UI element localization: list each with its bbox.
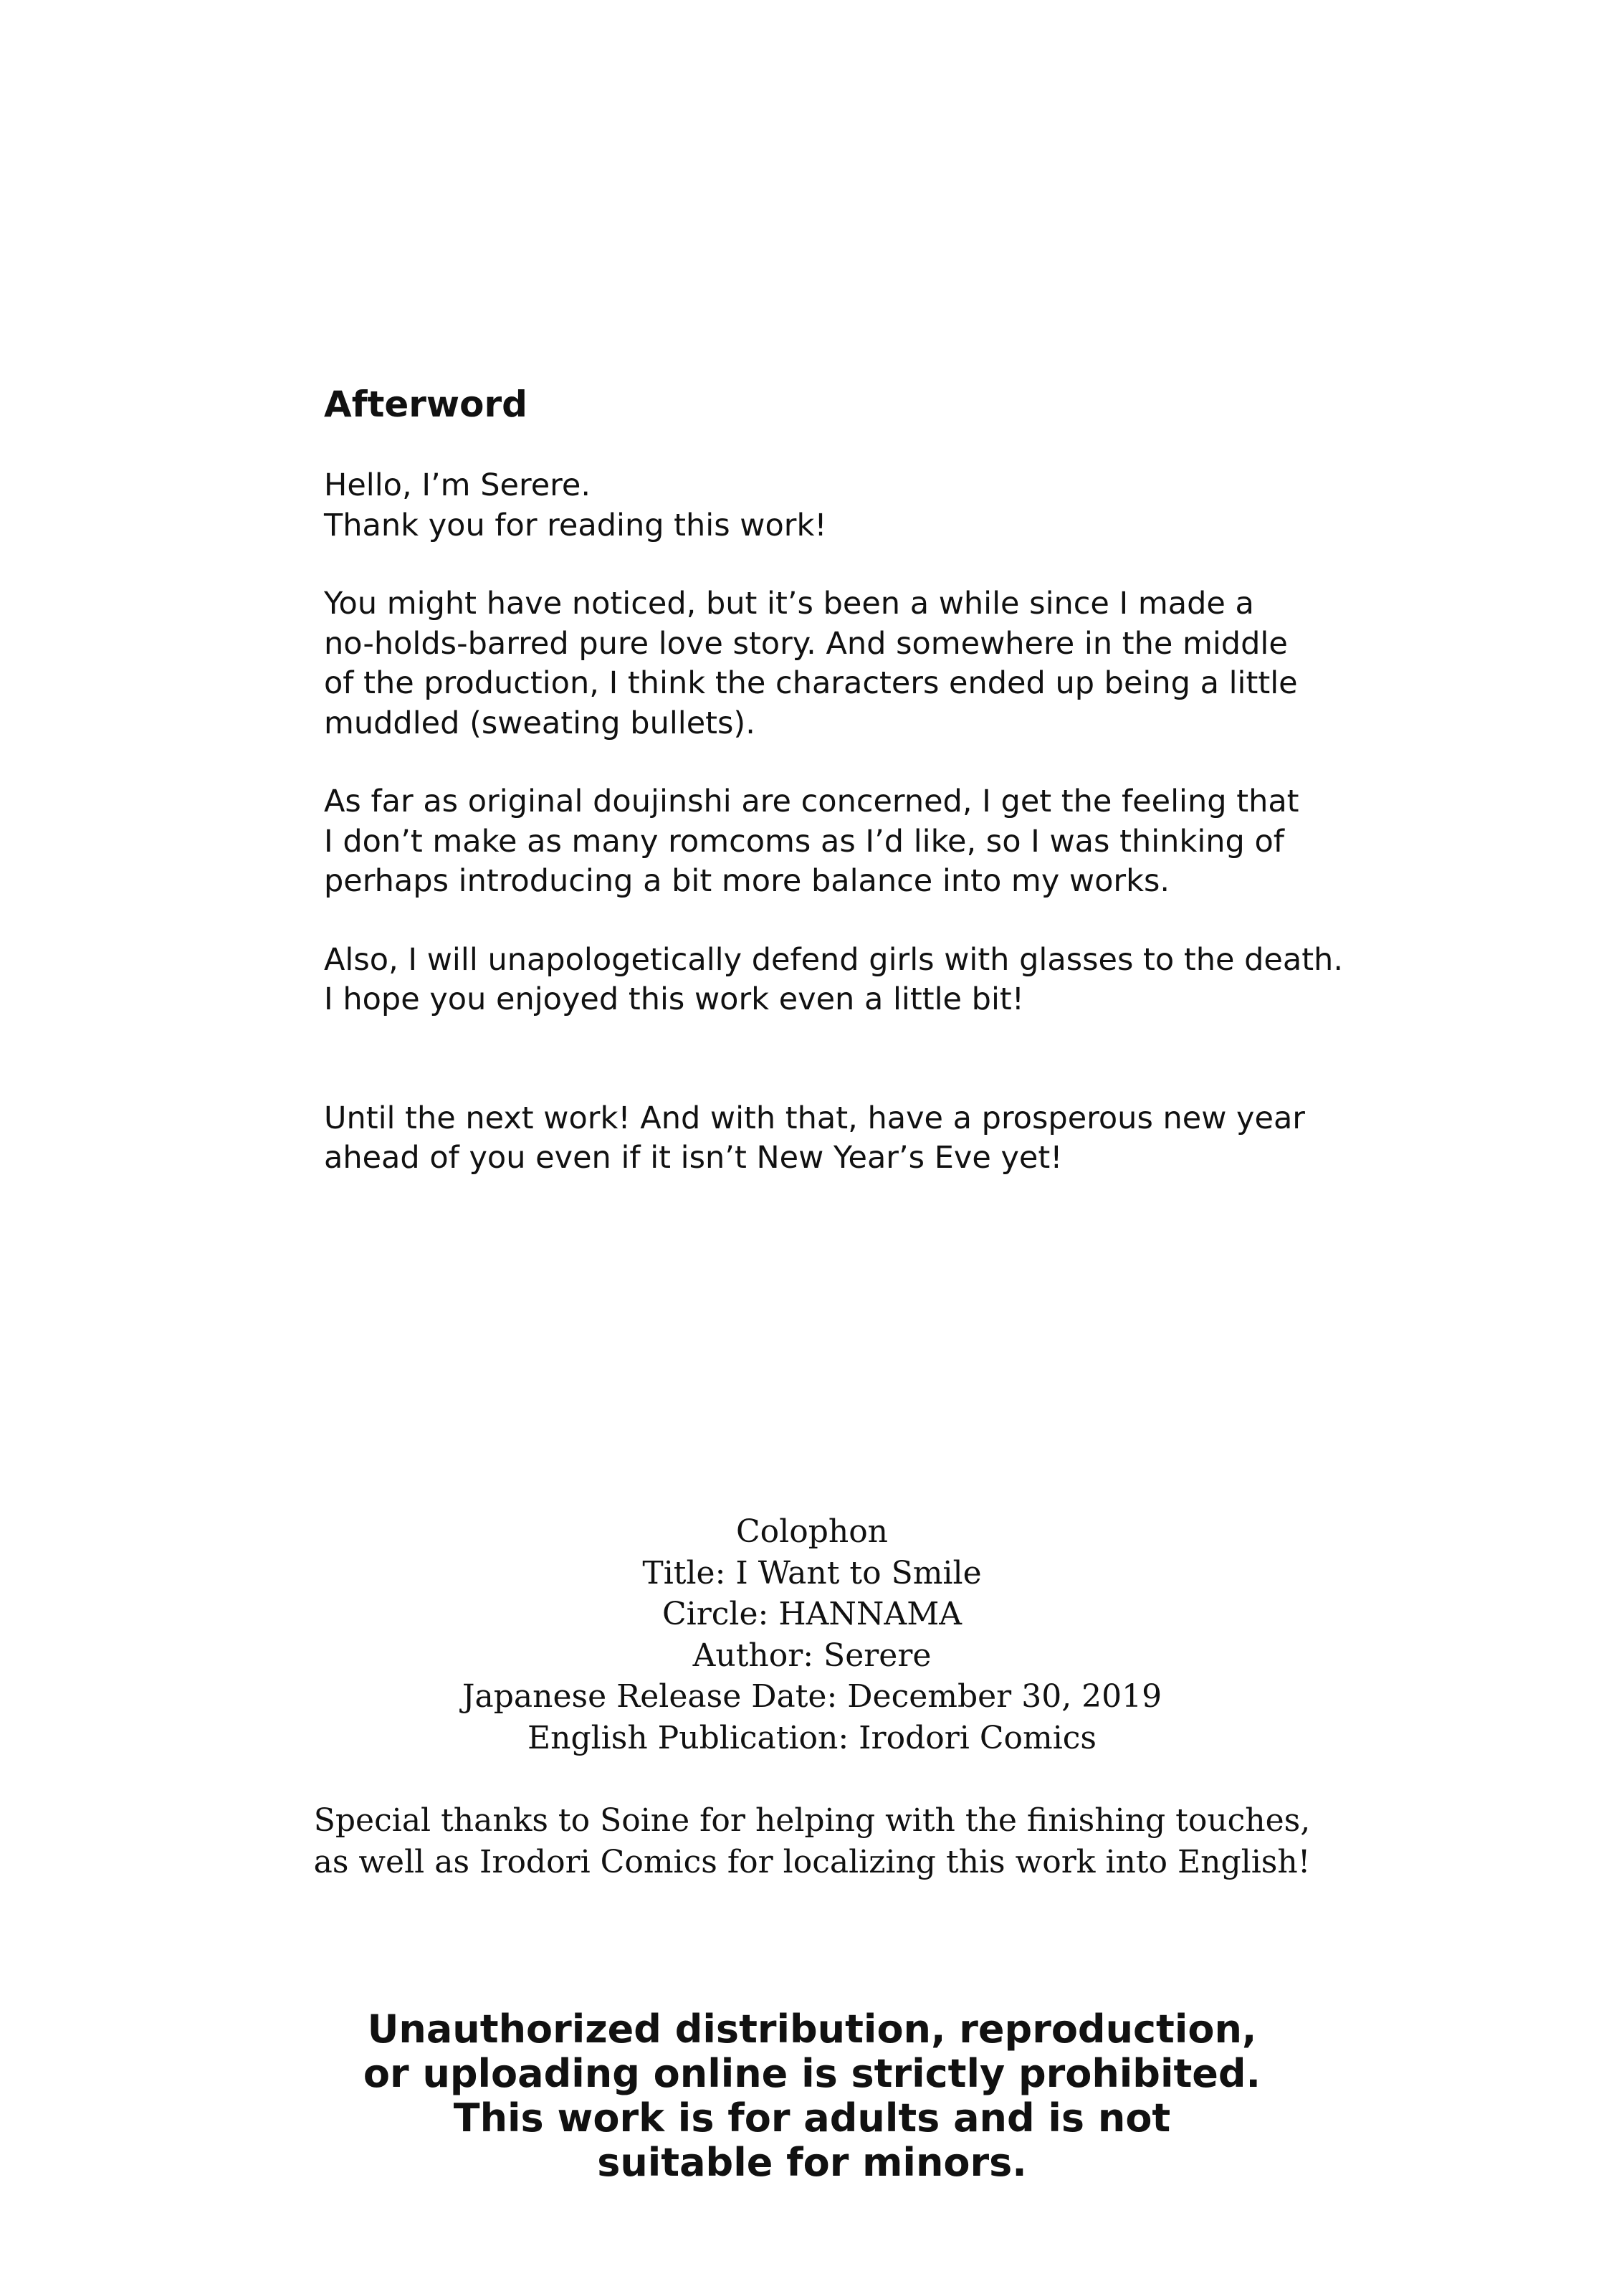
colophon-publication: English Publication: Irodori Comics (527, 1719, 1097, 1756)
afterword-line: muddled (sweating bullets). (324, 705, 755, 741)
legal-warning (0, 2007, 1624, 2185)
afterword-line: You might have noticed, but it’s been a while since I made a (324, 586, 1254, 622)
colophon-thanks-line: as well as Irodori Comics for localizing this work into English! (313, 1843, 1311, 1880)
afterword-line: no-holds-barred pure love story. And somewhere in the middle (324, 625, 1288, 662)
afterword-paragraph (324, 1099, 1399, 1179)
colophon-thanks (0, 1800, 1624, 1883)
afterword-line: Hello, I’m Serere. (324, 467, 591, 503)
colophon-section (0, 1511, 1624, 1883)
warning-line: or uploading online is strictly prohibited. (363, 2051, 1261, 2096)
colophon-title: Title: I Want to Smile (642, 1554, 982, 1591)
colophon-heading: Colophon (735, 1513, 889, 1550)
colophon-thanks-line: Special thanks to Soine for helping with the finishing touches, (313, 1802, 1311, 1839)
afterword-line: Until the next work! And with that, have a prosperous new year (324, 1100, 1305, 1136)
afterword-paragraph (324, 466, 1399, 546)
afterword-line: Thank you for reading this work! (324, 507, 827, 543)
afterword-line: perhaps introducing a bit more balance into my works. (324, 863, 1170, 899)
colophon-release-date: Japanese Release Date: December 30, 2019 (462, 1678, 1162, 1715)
afterword-paragraph (324, 941, 1399, 1020)
afterword-line: of the production, I think the characters ended up being a little (324, 665, 1298, 701)
afterword-section (324, 379, 1399, 1179)
warning-line: This work is for adults and is not (453, 2095, 1171, 2141)
afterword-paragraph (324, 782, 1399, 902)
colophon-author: Author: Serere (692, 1637, 932, 1674)
warning-line: suitable for minors. (597, 2140, 1027, 2185)
afterword-line: ahead of you even if it isn’t New Year’s Eve yet! (324, 1140, 1063, 1176)
afterword-heading: Afterword (324, 384, 527, 425)
afterword-line: I don’t make as many romcoms as I’d like, so I was thinking of (324, 823, 1284, 860)
afterword-paragraph (324, 584, 1399, 743)
colophon-circle: Circle: HANNAMA (661, 1596, 963, 1632)
afterword-line: Also, I will unapologetically defend girls with glasses to the death. (324, 941, 1343, 978)
afterword-line: I hope you enjoyed this work even a little bit! (324, 981, 1025, 1017)
warning-line: Unauthorized distribution, reproduction, (367, 2007, 1257, 2052)
afterword-line: As far as original doujinshi are concerned, I get the feeling that (324, 784, 1299, 819)
